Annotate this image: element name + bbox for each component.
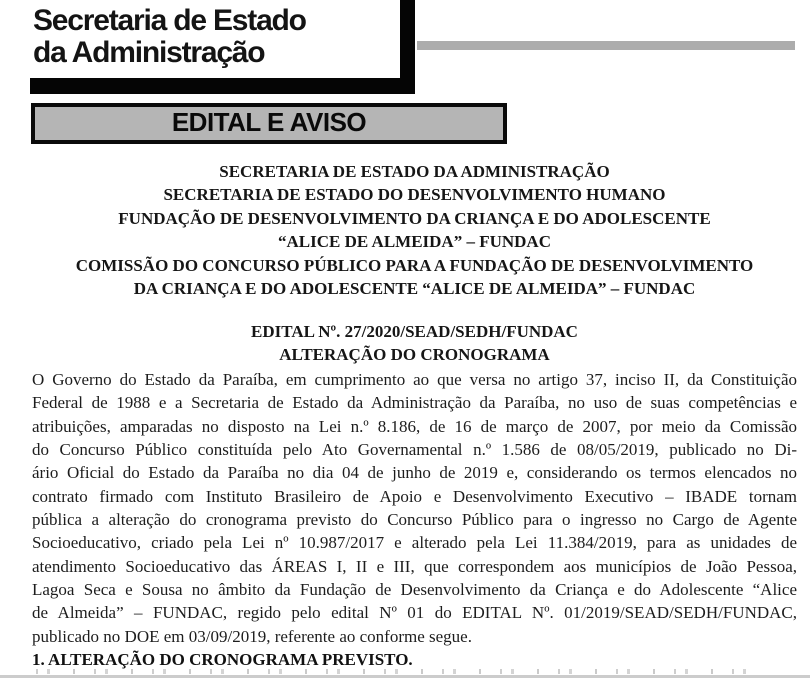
- body-line: publicado no DOE em 03/09/2019, referente ao conforme segue.: [32, 626, 472, 646]
- edital-number-line: EDITAL Nº. 27/2020/SEAD/SEDH/FUNDAC: [251, 322, 578, 341]
- body-line: ário Oficial do Estado da Paraíba no dia 04 de junho de 2019 e, considerando os termos elencados no: [32, 463, 797, 483]
- body-line: Federal de 1988 e a Secretaria de Estado da Administração da Paraíba, no uso de suas competências e: [32, 393, 797, 413]
- body-line: atendimento Socioeducativo das ÁREAS I, II e III, que correspondem aos municípios de João Pessoa,: [32, 556, 797, 576]
- body-line: de Almeida” – FUNDAC, regido pelo edital Nº 01 do EDITAL Nº. 01/2019/SEAD/SEDH/FUNDAC,: [32, 603, 797, 623]
- org-header-line: “ALICE DE ALMEIDA” – FUNDAC: [278, 232, 551, 252]
- body-line: do Concurso Público constituída pelo Ato Governamental n.º 1.586 de 08/05/2019, publicado no Di-: [32, 440, 797, 460]
- section-heading: 1. ALTERAÇÃO DO CRONOGRAMA PREVISTO.: [32, 650, 413, 670]
- edital-subtitle-line: ALTERAÇÃO DO CRONOGRAMA: [279, 345, 550, 365]
- org-header-line: SECRETARIA DE ESTADO DA ADMINISTRAÇÃO: [219, 162, 610, 181]
- body-line: Lagoa Seca e Sousa no âmbito da Fundação de Desenvolvimento da Criança e do Adolescente “Alice: [32, 580, 797, 600]
- org-header-line: DA CRIANÇA E DO ADOLESCENTE “ALICE DE ALMEIDA” – FUNDAC: [133, 279, 696, 299]
- bottom-rule: [0, 675, 810, 678]
- org-header-line: SECRETARIA DE ESTADO DO DESENVOLVIMENTO HUMANO: [163, 185, 666, 205]
- section-banner: [31, 103, 507, 144]
- header-rule-bar: [417, 41, 795, 50]
- body-line: Socioeducativo, criado pela Lei nº 10.987/2017 e alterado pela Lei 11.384/2019, para as unidades de: [32, 533, 797, 553]
- org-header-line: COMISSÃO DO CONCURSO PÚBLICO PARA A FUNDAÇÃO DE DESENVOLVIMENTO: [75, 255, 754, 275]
- truncated-text-line: [36, 669, 766, 674]
- org-header-block: [32, 160, 797, 300]
- edital-title-block: [32, 320, 797, 367]
- org-header-line: FUNDAÇÃO DE DESENVOLVIMENTO DA CRIANÇA E DO ADOLESCENTE: [118, 208, 711, 228]
- body-line: pública a alteração do cronograma previsto do Concurso Público para o ingresso no Cargo de Agente: [32, 510, 797, 530]
- section-banner-label: EDITAL E AVISO: [171, 107, 367, 137]
- masthead-title-line1: Secretaria de Estado: [33, 4, 306, 37]
- body-paragraph: [32, 368, 797, 671]
- masthead-title-line2: da Administração: [33, 36, 265, 69]
- body-line: O Governo do Estado da Paraíba, em cumprimento ao que versa no artigo 37, inciso II, da Constituição: [32, 370, 797, 389]
- body-line: contrato firmado com Instituto Brasileiro de Apoio e Desenvolvimento Executivo – IBADE tornam: [32, 486, 797, 506]
- masthead: [0, 0, 400, 78]
- body-line: atribuições, amparadas no disposto na Lei n.º 8.186, de 16 de março de 2007, por meio da Comissão: [32, 416, 797, 436]
